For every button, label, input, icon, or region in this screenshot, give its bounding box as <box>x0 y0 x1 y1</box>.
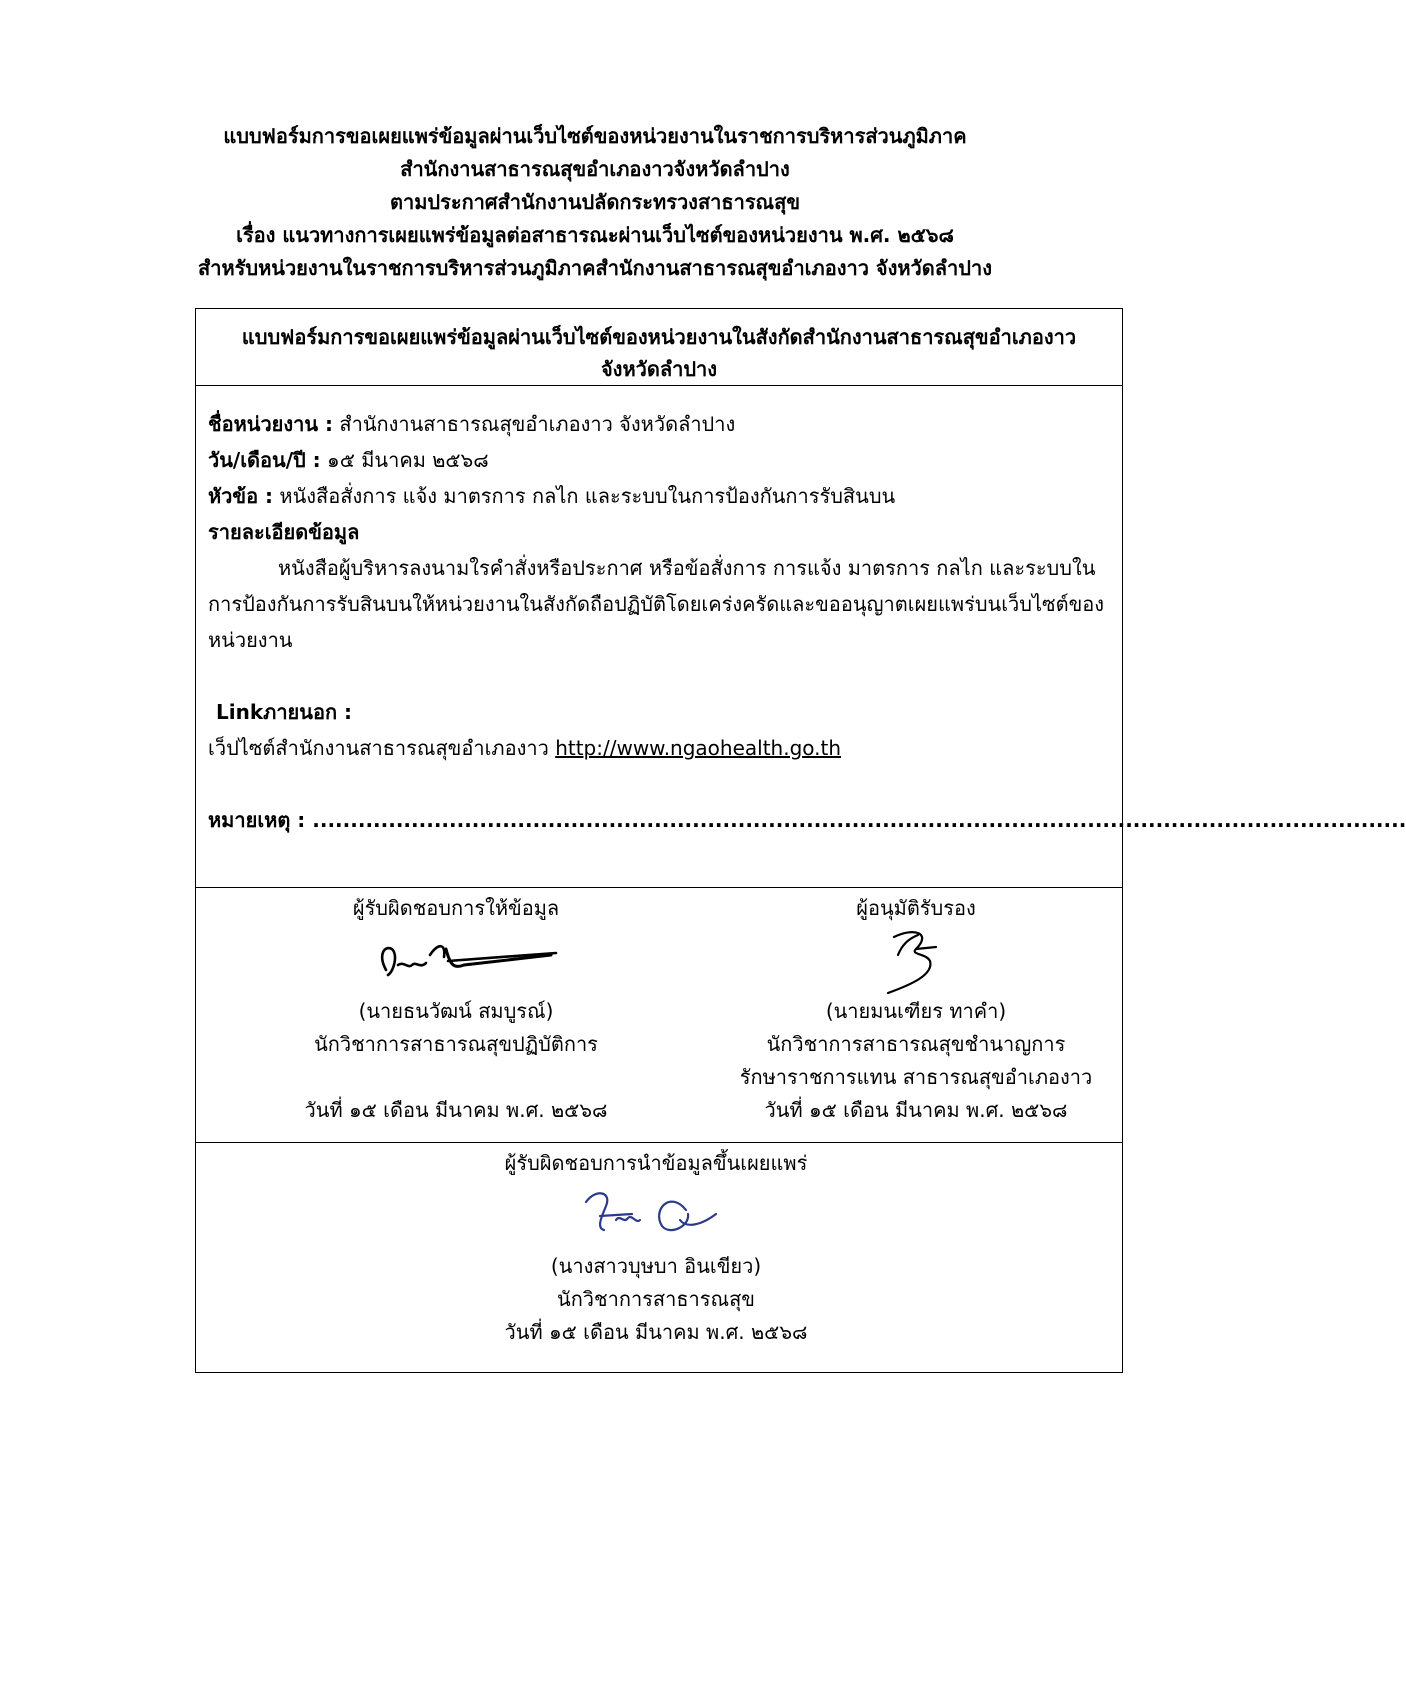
publisher-position: นักวิชาการสาธารณสุข <box>557 1287 755 1311</box>
approver-name: (นายมนเฑียร ทาคำ) <box>825 999 1007 1023</box>
header-line-5: สำหรับหน่วยงานในราชการบริหารส่วนภูมิภาคสำนักงานสาธารณสุขอำเภองาว จังหวัดลำปาง <box>198 256 992 280</box>
approver-signature-icon <box>856 925 976 995</box>
signature-row-1 <box>196 888 1122 1143</box>
header-line-1: แบบฟอร์มการขอเผยแพร่ข้อมูลผ่านเว็บไซต์ของหน่วยงานในราชการบริหารส่วนภูมิภาค <box>223 124 967 148</box>
topic-label: หัวข้อ : <box>208 484 274 508</box>
form-info-row <box>196 386 1406 888</box>
publisher-date: วันที่ ๑๕ เดือน มีนาคม พ.ศ. ๒๕๖๘ <box>504 1320 808 1344</box>
date-line <box>208 442 1110 478</box>
provider-signature-block <box>276 892 636 1127</box>
agency-line <box>208 406 1110 442</box>
publisher-signature-icon <box>566 1180 746 1250</box>
detail-text: หนังสือผู้บริหารลงนามใรคำสั่งหรือประกาศ หรือข้อสั่งการ การแจ้ง มาตรการ กลไก และระบบในการป้องกันการรับสินบนให้หน่วยงานในสังกัดถือปฏิบัติโดยเคร่งครัดและขออนุญาตเผยแพร่บนเว็บไซต์ของหน่วยงาน <box>208 556 1105 652</box>
provider-role: ผู้รับผิดชอบการให้ข้อมูล <box>352 896 560 920</box>
form-title-line-1: แบบฟอร์มการขอเผยแพร่ข้อมูลผ่านเว็บไซต์ของหน่วยงานในสังกัดสำนักงานสาธารณสุขอำเภองาว <box>241 325 1077 349</box>
header-line-4: เรื่อง แนวทางการเผยแพร่ข้อมูลต่อสาธารณะผ่านเว็บไซต์ของหน่วยงาน พ.ศ. ๒๕๖๘ <box>236 223 954 247</box>
topic-line <box>208 478 1110 514</box>
website-link[interactable]: http://www.ngaohealth.go.th <box>555 736 842 760</box>
note-label: หมายเหตุ : <box>208 808 306 832</box>
document-header <box>100 120 1090 285</box>
detail-label: รายละเอียดข้อมูล <box>208 520 360 544</box>
date-label: วัน/เดือน/ปี : <box>208 448 321 472</box>
form-title-line-2: จังหวัดลำปาง <box>600 357 718 381</box>
provider-position: นักวิชาการสาธารณสุขปฏิบัติการ <box>314 1032 598 1056</box>
publisher-role: ผู้รับผิดชอบการนำข้อมูลขึ้นเผยแพร่ <box>504 1151 808 1175</box>
external-link-line <box>208 694 1110 730</box>
provider-signature-icon <box>346 925 566 995</box>
website-label: เว็ปไซต์สำนักงานสาธารณสุขอำเภองาว <box>208 736 556 760</box>
publisher-signature-block <box>456 1147 856 1349</box>
form-table <box>195 308 1406 1373</box>
agency-label: ชื่อหน่วยงาน : <box>208 412 334 436</box>
external-link-label: Linkภายนอก : <box>216 700 353 724</box>
approver-acting: รักษาราชการแทน สาธารณสุขอำเภองาว <box>739 1065 1093 1089</box>
signature-row-2 <box>196 1143 1122 1372</box>
publisher-name: (นางสาวบุษบา อินเขียว) <box>550 1254 762 1278</box>
detail-label-line <box>208 514 1110 550</box>
approver-signature-block <box>716 892 1116 1127</box>
approver-role: ผู้อนุมัติรับรอง <box>856 896 976 920</box>
website-line <box>208 730 1110 766</box>
topic-value: หนังสือสั่งการ แจ้ง มาตรการ กลไก และระบบในการป้องกันการรับสินบน <box>273 484 896 508</box>
note-dots: ................................................................................................................................................ <box>305 808 1406 832</box>
approver-position: นักวิชาการสาธารณสุขชำนาญการ <box>766 1032 1066 1056</box>
provider-name: (นายธนวัฒน์ สมบูรณ์) <box>358 999 554 1023</box>
header-line-3: ตามประกาศสำนักงานปลัดกระทรวงสาธารณสุข <box>389 190 800 214</box>
note-line <box>208 802 1406 838</box>
provider-date: วันที่ ๑๕ เดือน มีนาคม พ.ศ. ๒๕๖๘ <box>304 1098 608 1122</box>
form-title-row <box>196 309 1122 386</box>
date-value: ๑๕ มีนาคม ๒๕๖๘ <box>320 448 489 472</box>
header-line-2: สำนักงานสาธารณสุขอำเภองาวจังหวัดลำปาง <box>400 157 790 181</box>
approver-date: วันที่ ๑๕ เดือน มีนาคม พ.ศ. ๒๕๖๘ <box>764 1098 1068 1122</box>
agency-value: สำนักงานสาธารณสุขอำเภองาว จังหวัดลำปาง <box>333 412 736 436</box>
